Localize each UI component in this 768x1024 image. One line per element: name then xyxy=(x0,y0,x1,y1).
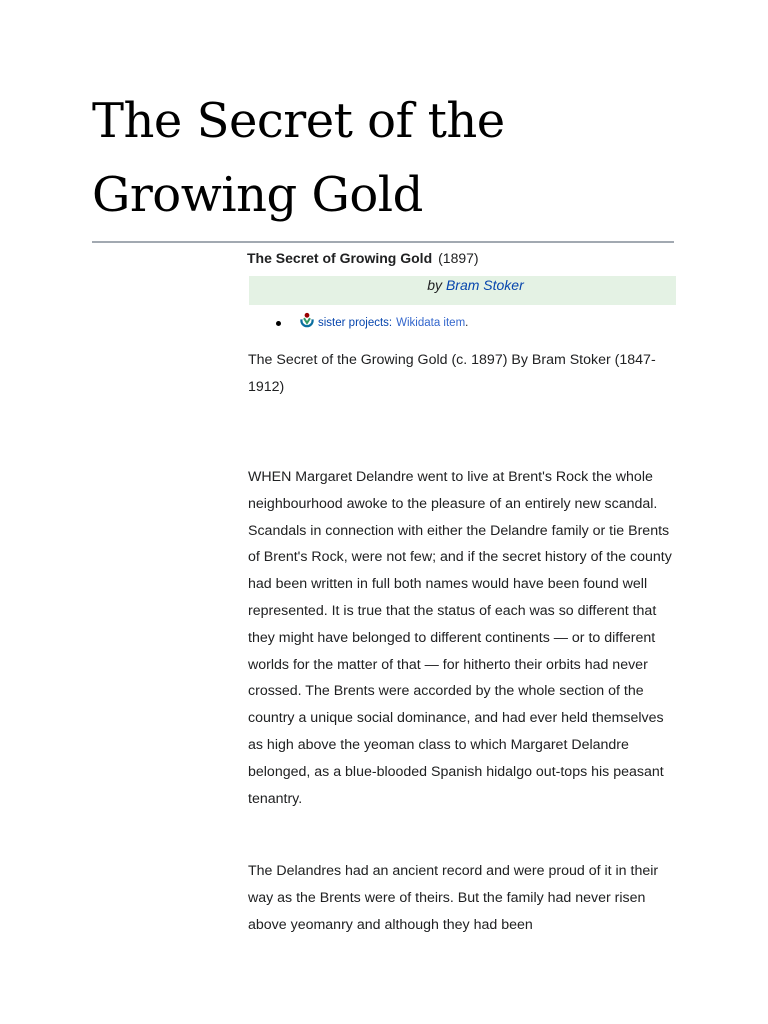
wikidata-item-link[interactable]: Wikidata item xyxy=(396,317,466,329)
sister-projects-link[interactable]: sister projects: xyxy=(318,317,393,329)
title-divider xyxy=(92,241,674,243)
work-header xyxy=(247,248,479,268)
story-paragraph-1: WHEN Margaret Delandre went to live at Brent's Rock the whole neighbourhood awoke to the pleasure of an entirely new scandal. Scandals in connection with either the Delandre family or tie Brents of Brent's Rock, were not few; and if the secret history of the county had been written in full both names would have been found well represented. It is true that the status of each was so different that they might have belonged to different continents — or to different worlds for the matter of that — for hitherto their orbits had never crossed. The Brents were accorded by the whole section of the country a unique social dominance, and had ever held themselves as high above the yeoman class to which Margaret Delandre belonged, as a blue-blooded Spanish hidalgo out-tops his peasant tenantry. xyxy=(248,469,672,807)
sister-projects-item xyxy=(276,311,468,335)
work-title: The Secret of Growing Gold xyxy=(247,250,433,266)
page-title: The Secret of the Growing Gold xyxy=(92,93,505,223)
author-link[interactable]: Bram Stoker xyxy=(445,277,524,293)
sister-projects-period: . xyxy=(465,317,469,329)
wikimedia-logo-icon[interactable] xyxy=(299,312,315,328)
author-band xyxy=(249,276,676,305)
by-label: by xyxy=(427,277,443,293)
list-bullet xyxy=(276,321,281,326)
work-year: (1897) xyxy=(438,250,479,266)
intro-paragraph: The Secret of the Growing Gold (c. 1897) By Bram Stoker (1847-1912) xyxy=(248,352,656,395)
story-paragraph-2: The Delandres had an ancient record and were proud of it in their way as the Brents were of theirs. But the family had never risen above yeomanry and although they had been xyxy=(248,863,659,933)
